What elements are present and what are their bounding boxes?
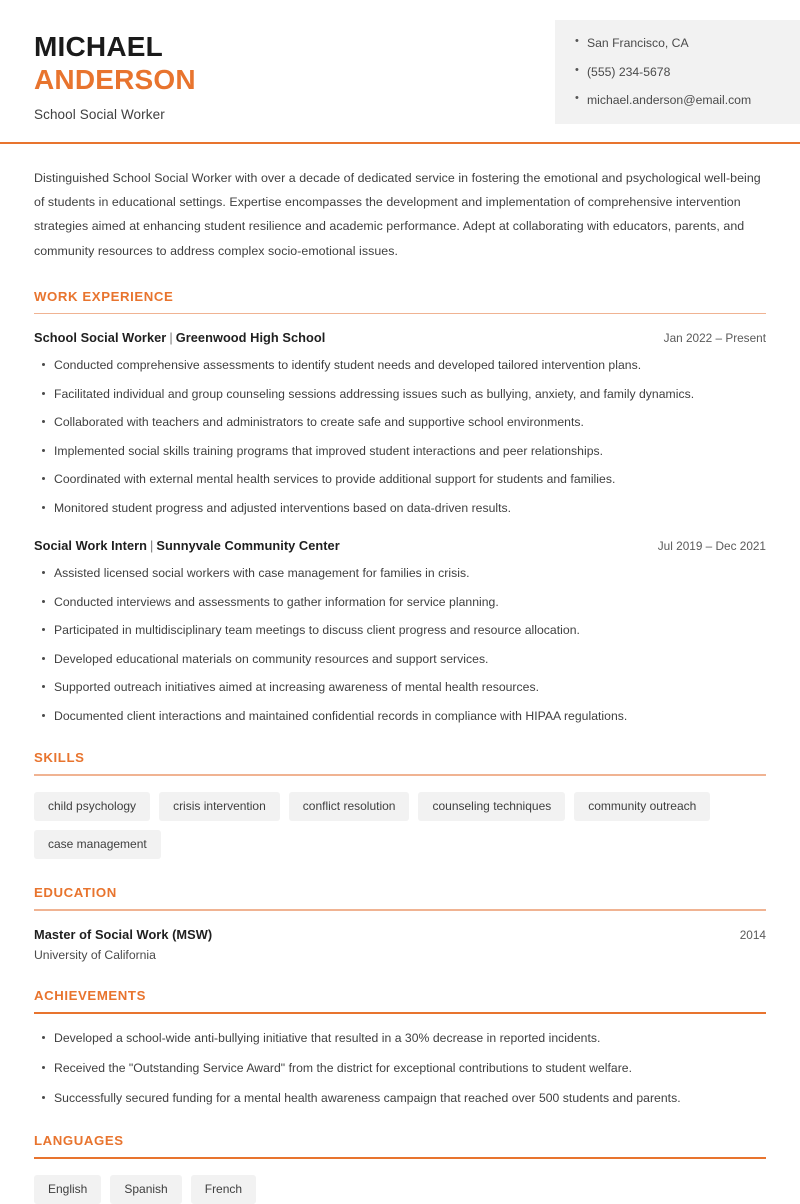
section-divider: [34, 909, 766, 911]
section-work-experience: [34, 289, 766, 724]
contact-list: [555, 36, 800, 108]
work-entry: [34, 330, 766, 516]
work-entry-role: School Social Worker: [34, 330, 167, 346]
work-entry-header: [34, 330, 766, 345]
education-year: 2014: [739, 927, 766, 942]
list-item: Assisted licensed social workers with case management for families in crisis.: [34, 565, 766, 581]
education-institution: University of California: [34, 947, 156, 962]
section-divider: [34, 1012, 766, 1014]
list-item: Monitored student progress and adjusted interventions based on data-driven results.: [34, 500, 766, 516]
resume-header: [0, 0, 800, 128]
section-divider: [34, 774, 766, 776]
list-item: Documented client interactions and maintained confidential records in compliance with HIPAA regulations.: [34, 708, 766, 724]
work-entry: [34, 538, 766, 724]
list-item: Participated in multidisciplinary team meetings to discuss client progress and resource allocation.: [34, 622, 766, 638]
work-entry-title: [34, 330, 325, 345]
section-divider: [34, 313, 766, 315]
section-divider: [34, 1157, 766, 1159]
professional-summary: Distinguished School Social Worker with over a decade of dedicated service in fostering the emotional and psychological well-being of students in educational settings. Expertise encompasses the development and implementation of comprehensive intervention strategies aimed at enhancing student resilience and academic performance. Adept at collaborating with educators, parents, and community resources to address complex socio-emotional issues.: [34, 171, 761, 258]
list-item: Developed a school-wide anti-bullying initiative that resulted in a 30% decrease in reported incidents.: [34, 1030, 766, 1046]
list-item: Collaborated with teachers and administrators to create safe and supportive school environments.: [34, 414, 766, 430]
section-heading-work-experience: WORK EXPERIENCE: [34, 288, 174, 304]
resume-content: [0, 166, 800, 1204]
contact-phone[interactable]: • (555) 234-5678: [585, 65, 790, 80]
language-pill: English: [34, 1175, 101, 1204]
education-entry: [34, 927, 766, 962]
work-entry-organization: Sunnyvale Community Center: [156, 538, 340, 554]
section-languages: [34, 1133, 766, 1204]
list-item: Successfully secured funding for a mental health awareness campaign that reached over 500 students and parents.: [34, 1090, 766, 1106]
skills-pill-list: [34, 792, 766, 860]
languages-pill-list: [34, 1175, 766, 1204]
section-achievements: [34, 988, 766, 1107]
contact-box: [555, 20, 800, 124]
skill-pill: counseling techniques: [418, 792, 565, 821]
work-entry-bullets: [34, 357, 766, 516]
education-entry-header: [34, 927, 766, 942]
work-entry-header: [34, 538, 766, 553]
list-item: Coordinated with external mental health services to provide additional support for students and families.: [34, 471, 766, 487]
list-item: Received the "Outstanding Service Award" from the district for exceptional contributions to student welfare.: [34, 1060, 766, 1076]
first-name: MICHAEL: [34, 31, 163, 62]
list-item: Implemented social skills training programs that improved student interactions and peer relationships.: [34, 443, 766, 459]
section-heading-languages: LANGUAGES: [34, 1132, 124, 1148]
list-item: Conducted comprehensive assessments to identify student needs and developed tailored intervention plans.: [34, 357, 766, 373]
work-entry-separator: |: [169, 330, 173, 346]
skill-pill: community outreach: [574, 792, 710, 821]
skill-pill: crisis intervention: [159, 792, 280, 821]
work-entry-date: Jan 2022 – Present: [663, 331, 766, 346]
section-skills: [34, 750, 766, 859]
header-divider: [0, 142, 800, 144]
job-title: School Social Worker: [34, 107, 165, 123]
section-heading-achievements: ACHIEVEMENTS: [34, 987, 146, 1003]
list-item: Conducted interviews and assessments to gather information for service planning.: [34, 594, 766, 610]
list-item: Facilitated individual and group counseling sessions addressing issues such as bullying, anxiety, and family dynamics.: [34, 386, 766, 402]
list-item: Developed educational materials on community resources and support services.: [34, 651, 766, 667]
skill-pill: child psychology: [34, 792, 150, 821]
contact-email[interactable]: • michael.anderson@email.com: [585, 93, 790, 108]
list-item: Supported outreach initiatives aimed at increasing awareness of mental health resources.: [34, 679, 766, 695]
education-degree: Master of Social Work (MSW): [34, 926, 213, 942]
work-entry-date: Jul 2019 – Dec 2021: [657, 539, 766, 554]
work-entry-title: [34, 538, 340, 553]
achievements-list: [34, 1030, 766, 1107]
skill-pill: case management: [34, 830, 161, 859]
header-identity: [0, 20, 196, 122]
contact-location: • San Francisco, CA: [585, 36, 790, 51]
section-heading-skills: SKILLS: [34, 749, 85, 765]
work-entry-role: Social Work Intern: [34, 538, 148, 554]
section-heading-education: EDUCATION: [34, 885, 117, 901]
language-pill: French: [191, 1175, 256, 1204]
language-pill: Spanish: [110, 1175, 181, 1204]
last-name: ANDERSON: [34, 64, 196, 96]
skill-pill: conflict resolution: [289, 792, 410, 821]
work-entry-separator: |: [150, 538, 154, 554]
work-entry-organization: Greenwood High School: [175, 330, 326, 346]
work-entry-bullets: [34, 565, 766, 724]
section-education: [34, 885, 766, 962]
